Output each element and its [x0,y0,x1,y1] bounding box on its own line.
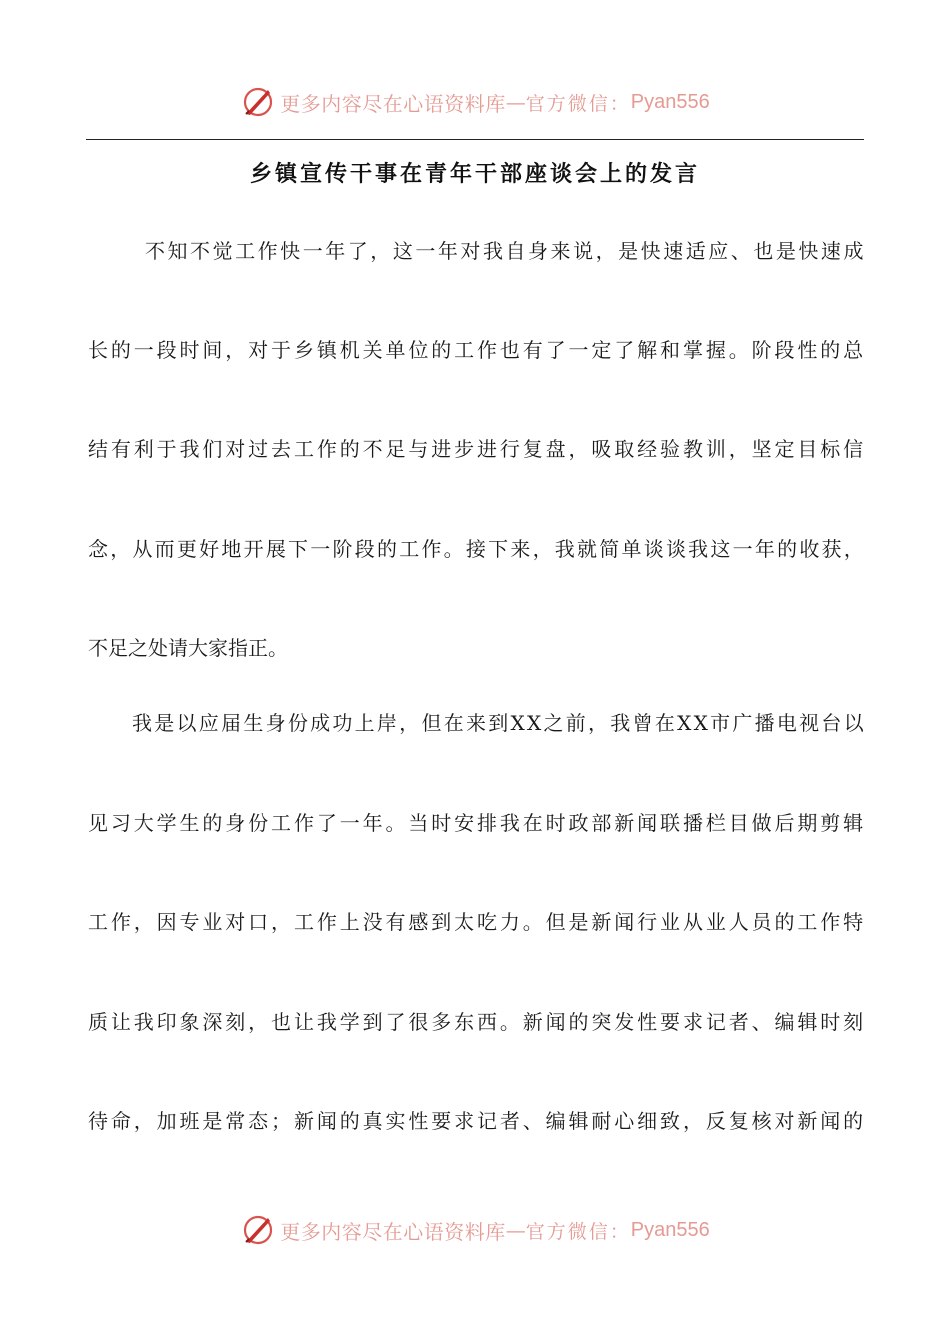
paragraph-line: 质让我印象深刻，也让我学到了很多东西。新闻的突发性要求记者、编辑时刻 [88,1010,866,1034]
paragraph-line: 长的一段时间，对于乡镇机关单位的工作也有了一定了解和掌握。阶段性的总 [88,338,866,362]
footer-brand-text: 更多内容尽在心语资料库 [280,1219,506,1244]
paragraph-line: 不足之处请大家指正。 [88,636,288,660]
footer-dash: — [505,1218,526,1242]
banner-official-label: 官方微信： [525,92,631,115]
quill-pen-logo-icon [240,84,276,120]
quill-pen-logo-icon [240,1212,276,1248]
paragraph-line: 念，从而更好地开展下一阶段的工作。接下来，我就简单谈谈我这一年的收获， [88,537,866,561]
header-banner [0,80,950,124]
paragraph-line: 工作，因专业对口，工作上没有感到太吃力。但是新闻行业从业人员的工作特 [88,910,866,934]
paragraph-line: 不知不觉工作快一年了，这一年对我自身来说，是快速适应、也是快速成 [145,239,866,263]
banner-dash: — [505,90,526,114]
footer-banner [0,1208,950,1252]
paragraph-line: 待命，加班是常态；新闻的真实性要求记者、编辑耐心细致，反复核对新闻的 [88,1109,866,1133]
footer-wechat-id: Pyan556 [630,1218,710,1241]
banner-brand-text: 更多内容尽在心语资料库 [280,91,506,116]
paragraph-line: 我是以应届生身份成功上岸，但在来到XX之前，我曾在XX市广播电视台以 [132,711,866,735]
paragraph-line: 见习大学生的身份工作了一年。当时安排我在时政部新闻联播栏目做后期剪辑 [88,811,866,835]
paragraph-line: 结有利于我们对过去工作的不足与进步进行复盘，吸取经验教训，坚定目标信 [88,437,866,461]
footer-official-label: 官方微信： [525,1220,631,1243]
header-divider [86,139,864,140]
banner-wechat-id: Pyan556 [630,90,710,113]
document-title: 乡镇宣传干事在青年干部座谈会上的发言 [249,161,700,187]
